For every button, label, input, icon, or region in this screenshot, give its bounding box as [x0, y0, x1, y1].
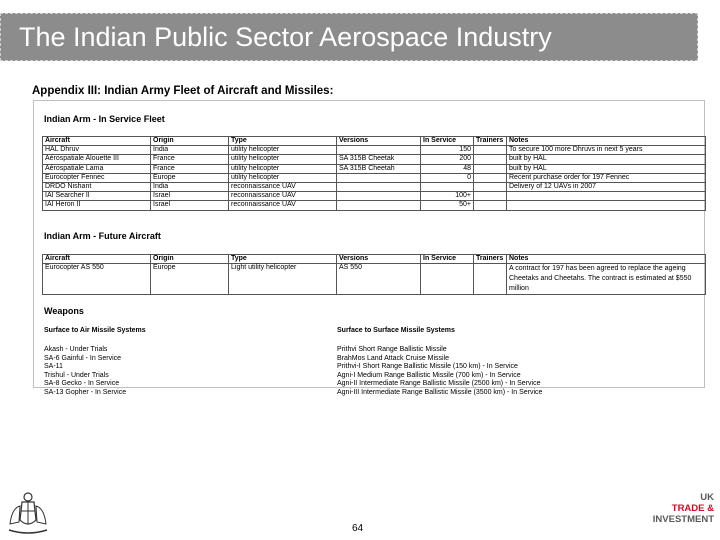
- list-item: SA-11: [44, 363, 63, 371]
- cell-notes: built by HAL: [507, 164, 706, 173]
- list-item: SA-13 Gopher - In Service: [44, 388, 127, 396]
- cell-aircraft: IAI Heron II: [43, 201, 151, 210]
- cell-versions: AS 550: [337, 264, 421, 295]
- cell-in-service: 50+: [421, 201, 474, 210]
- list-item: Trishul - Under Trials: [44, 371, 109, 379]
- cell-in-service: 0: [421, 173, 474, 182]
- cell-origin: India: [151, 146, 229, 155]
- cell-trainers: [474, 201, 507, 210]
- cell-origin: France: [151, 164, 229, 173]
- cell-versions: [337, 192, 421, 201]
- cell-in-service: [421, 182, 474, 191]
- cell-versions: [337, 146, 421, 155]
- appendix-title: Appendix III: Indian Army Fleet of Aircraft and Missiles:: [32, 85, 334, 97]
- uk-trade-investment-logo: [644, 492, 714, 538]
- list-item: Prithvi Short Range Ballistic Missile: [337, 346, 447, 353]
- cell-notes: To secure 100 more Dhruvs in next 5 years: [507, 146, 706, 155]
- cell-in-service: 150: [421, 146, 474, 155]
- page-number: 64: [352, 523, 364, 534]
- cell-trainers: [474, 173, 507, 182]
- cell-notes: [507, 201, 706, 210]
- list-item: Prithvi-I Short Range Ballistic Missile (150 km) - In Service: [337, 363, 518, 371]
- cell-origin: Europe: [151, 264, 229, 295]
- table-row: [43, 173, 706, 182]
- table-header-row: [43, 255, 706, 264]
- cell-in-service: [421, 264, 474, 295]
- list-item: BrahMos Land Attack Cruise Missile: [337, 354, 450, 362]
- cell-aircraft: Aérospatiale Alouette III: [43, 155, 151, 164]
- cell-trainers: [474, 192, 507, 201]
- cell-type: reconnaissance UAV: [229, 192, 337, 201]
- list-item: Agni-I Medium Range Ballistic Missile (700 km) - In Service: [337, 371, 521, 379]
- cell-type: utility helicopter: [229, 173, 337, 182]
- document-panel: [33, 100, 705, 396]
- in-service-heading: Indian Arm - In Service Fleet: [44, 114, 165, 124]
- table-header-row: [43, 137, 706, 146]
- future-aircraft-heading: Indian Arm - Future Aircraft: [44, 231, 161, 241]
- cell-type: utility helicopter: [229, 146, 337, 155]
- cell-type: utility helicopter: [229, 155, 337, 164]
- logo-line-investment: INVESTMENT: [652, 514, 714, 525]
- list-item: Agni-III Intermediate Range Ballistic Missile (3500 km) - In Service: [337, 388, 543, 396]
- table-row: [43, 155, 706, 164]
- col-origin: Origin: [151, 137, 229, 146]
- cell-versions: SA 315B Cheetah: [337, 164, 421, 173]
- cell-type: Light utility helicopter: [229, 264, 337, 295]
- col-notes: Notes: [507, 255, 706, 264]
- royal-crest-icon: [6, 490, 51, 536]
- cell-aircraft: HAL Dhruv: [43, 146, 151, 155]
- cell-notes: [507, 192, 706, 201]
- cell-origin: France: [151, 155, 229, 164]
- cell-trainers: [474, 146, 507, 155]
- table-row: [43, 182, 706, 191]
- col-notes: Notes: [507, 137, 706, 146]
- cell-origin: Europe: [151, 173, 229, 182]
- surface-to-surface-list: [337, 346, 542, 398]
- surface-to-air-list: [44, 346, 126, 398]
- weapons-heading: Weapons: [44, 306, 84, 316]
- col-aircraft: Aircraft: [43, 137, 151, 146]
- cell-versions: [337, 201, 421, 210]
- table-row: [43, 264, 706, 295]
- col-versions: Versions: [337, 137, 421, 146]
- cell-notes: built by HAL: [507, 155, 706, 164]
- cell-aircraft: Eurocopter Fennec: [43, 173, 151, 182]
- cell-versions: [337, 182, 421, 191]
- page-title: The Indian Public Sector Aerospace Industry: [19, 22, 552, 52]
- cell-aircraft: DRDO Nishant: [43, 182, 151, 191]
- surface-to-surface-heading: Surface to Surface Missile Systems: [337, 327, 455, 334]
- cell-notes: A contract for 197 has been agreed to replace the ageing Cheetaks and Cheetahs. The contract is estimated at $550 million: [507, 264, 706, 295]
- logo-line-uk: UK: [700, 492, 714, 503]
- cell-trainers: [474, 264, 507, 295]
- cell-aircraft: IAI Searcher II: [43, 192, 151, 201]
- table-row: [43, 201, 706, 210]
- col-versions: Versions: [337, 255, 421, 264]
- table-row: [43, 146, 706, 155]
- col-trainers: Trainers: [474, 137, 507, 146]
- cell-type: reconnaissance UAV: [229, 182, 337, 191]
- cell-type: reconnaissance UAV: [229, 201, 337, 210]
- cell-origin: India: [151, 182, 229, 191]
- title-bar: [0, 13, 698, 61]
- surface-to-air-heading: Surface to Air Missile Systems: [44, 327, 146, 334]
- logo-line-trade: TRADE &: [671, 503, 714, 514]
- col-in-service: In Service: [421, 137, 474, 146]
- cell-notes: Recent purchase order for 197 Fennec: [507, 173, 706, 182]
- list-item: SA-8 Gecko - In Service: [44, 380, 120, 388]
- cell-versions: SA 315B Cheetak: [337, 155, 421, 164]
- cell-aircraft: Aérospatiale Lama: [43, 164, 151, 173]
- cell-aircraft: Eurocopter AS 550: [43, 264, 151, 295]
- cell-trainers: [474, 182, 507, 191]
- cell-trainers: [474, 155, 507, 164]
- cell-origin: Israel: [151, 192, 229, 201]
- list-item: Akash - Under Trials: [44, 346, 108, 353]
- col-type: Type: [229, 137, 337, 146]
- cell-notes: Delivery of 12 UAVs in 2007: [507, 182, 706, 191]
- cell-trainers: [474, 164, 507, 173]
- col-in-service: In Service: [421, 255, 474, 264]
- col-type: Type: [229, 255, 337, 264]
- cell-versions: [337, 173, 421, 182]
- table-row: [43, 192, 706, 201]
- col-aircraft: Aircraft: [43, 255, 151, 264]
- cell-in-service: 100+: [421, 192, 474, 201]
- cell-in-service: 48: [421, 164, 474, 173]
- col-trainers: Trainers: [474, 255, 507, 264]
- list-item: SA-6 Gainful - In Service: [44, 354, 122, 362]
- cell-in-service: 200: [421, 155, 474, 164]
- cell-type: utility helicopter: [229, 164, 337, 173]
- future-aircraft-table: [42, 254, 706, 295]
- col-origin: Origin: [151, 255, 229, 264]
- list-item: Agni-II Intermediate Range Ballistic Missile (2500 km) - In Service: [337, 380, 541, 388]
- cell-origin: Israel: [151, 201, 229, 210]
- table-row: [43, 164, 706, 173]
- in-service-table: [42, 136, 706, 211]
